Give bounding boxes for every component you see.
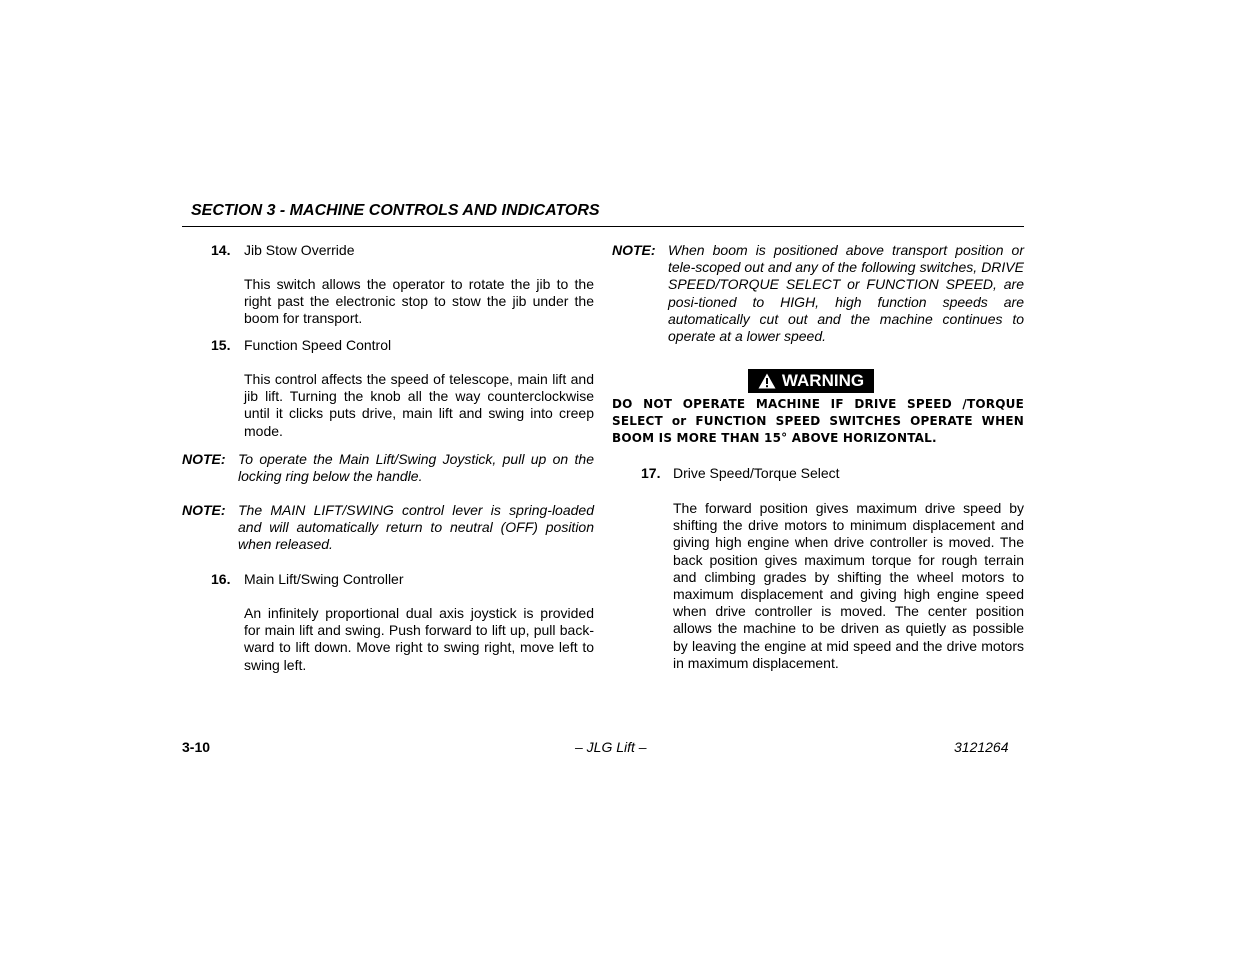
warning-label: WARNING (781, 371, 865, 390)
item-17-number: 17. (641, 465, 661, 481)
item-16-body: An infinitely proportional dual axis joystick is provided for main lift and swing. Push forward to lift up, pull back-ward to lift down. Move right to swing right, move left to swing left. (244, 605, 594, 673)
item-14-number: 14. (211, 242, 231, 258)
item-15-title: Function Speed Control (244, 337, 392, 353)
item-17-body: The forward position gives maximum drive speed by shifting the drive motors to minimum displacement and giving high engine when drive controller is moved. The back position gives maximum torque for rough terrain and climbing grades by shifting the wheel motors to maximum displacement and giving high engine speed when drive controller is moved. The center position allows the machine to be driven as quietly as possible by leaving the engine at mid speed and the drive motors in maximum displacement. (673, 500, 1024, 671)
note-label: NOTE: (182, 451, 226, 467)
note-text: To operate the Main Lift/Swing Joystick, pull up on the locking ring below the handle. (238, 451, 594, 485)
note-text: The MAIN LIFT/SWING control lever is spring-loaded and will automatically return to neutral (OFF) position when released. (238, 502, 594, 553)
warning-text: DO NOT OPERATE MACHINE IF DRIVE SPEED /TORQUE SELECT or FUNCTION SPEED SWITCHES OPERATE WHEN BOOM IS MORE THAN 15° ABOVE HORIZONTAL. (612, 397, 1024, 446)
section-title: SECTION 3 - MACHINE CONTROLS AND INDICATORS (191, 202, 600, 219)
document-number: 3121264 (954, 739, 1009, 755)
warning-badge (748, 369, 874, 393)
warning-triangle-icon (758, 373, 776, 389)
page-number: 3-10 (182, 739, 211, 755)
note-text: When boom is positioned above transport position or tele-scoped out and any of the following switches, DRIVE SPEED/TORQUE SELECT or FUNCTION SPEED, are posi-tioned to HIGH, high function speeds are automatically cut out and the machine continues to operate at a lower speed. (668, 242, 1024, 345)
item-15-body: This control affects the speed of telescope, main lift and jib lift. Turning the knob all the way counterclockwise until it clicks puts drive, main lift and swing into creep mode. (244, 371, 594, 439)
note-label: NOTE: (612, 242, 656, 258)
item-16-title: Main Lift/Swing Controller (244, 571, 404, 587)
item-14-body: This switch allows the operator to rotate the jib to the right past the electronic stop to stow the jib under the boom for transport. (244, 276, 594, 327)
header-rule (182, 226, 1024, 227)
item-17-title: Drive Speed/Torque Select (673, 465, 840, 481)
note-label: NOTE: (182, 502, 226, 518)
footer-brand: – JLG Lift – (575, 739, 647, 755)
item-14-title: Jib Stow Override (244, 242, 355, 258)
item-16-number: 16. (211, 571, 231, 587)
item-15-number: 15. (211, 337, 231, 353)
